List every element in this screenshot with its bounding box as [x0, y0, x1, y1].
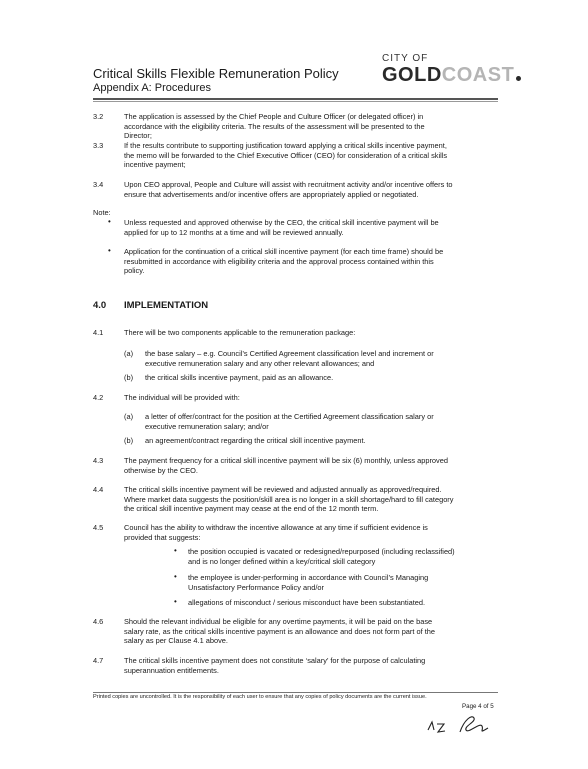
- section-heading: IMPLEMENTATION: [124, 300, 209, 311]
- clause-line: Upon CEO approval, People and Culture will assist with recruitment activity and/or incentive offers to: [124, 180, 453, 189]
- clause-line: salary as per Clause 4.1 above.: [124, 636, 228, 645]
- clause-number: 4.2: [93, 393, 104, 402]
- note-line: Unless requested and approved otherwise by the CEO, the critical skill incentive payment will be: [124, 218, 439, 227]
- note-line: policy.: [124, 266, 145, 275]
- bullet-icon: •: [174, 572, 177, 581]
- clause-number: 4.5: [93, 523, 104, 532]
- clause-line: Director;: [124, 131, 152, 140]
- city-logo: [382, 53, 515, 86]
- clause-line: otherwise by the CEO.: [124, 465, 198, 475]
- clause-line: accordance with the eligibility criteria. The results of the assessment will be presented to the: [124, 121, 425, 131]
- clause-line: The critical skills incentive payment does not constitute ‘salary’ for the purpose of calculating: [124, 656, 426, 665]
- header-rule-thin: [93, 101, 498, 102]
- logo-dot: [516, 76, 521, 81]
- clause-line: the memo will be forwarded to the Chief Executive Officer (CEO) for consideration of a critical skills: [124, 150, 448, 160]
- bullet-icon: •: [108, 217, 111, 226]
- item-line: a letter of offer/contract for the position at the Certified Agreement classification salary or: [145, 412, 434, 421]
- item-line: the base salary – e.g. Council’s Certified Agreement classification level and increment or: [145, 349, 434, 358]
- bullet-icon: •: [174, 597, 177, 606]
- section-number: 4.0: [93, 300, 107, 311]
- note-line: resubmitted in accordance with eligibility criteria and the approval process contained within this: [124, 256, 434, 266]
- clause-number: 4.3: [93, 456, 104, 465]
- item-label: (b): [124, 436, 134, 445]
- handwritten-initials: [424, 710, 524, 743]
- footer-rule: [93, 692, 498, 693]
- clause-number: 4.7: [93, 656, 104, 665]
- clause-line: Council has the ability to withdraw the incentive allowance at any time if sufficient evidence is: [124, 523, 428, 532]
- item-label: (a): [124, 412, 134, 421]
- page-number: Page 4 of 5: [462, 703, 494, 710]
- note-line: Application for the continuation of a critical skill incentive payment (for each time frame) should be: [124, 247, 444, 256]
- bullet-line: the employee is under-performing in accordance with Council’s Managing: [188, 573, 429, 582]
- clause-line: salary rate, as the critical skills incentive payment is an allowance and does not form part of the: [124, 626, 435, 636]
- item-label: (b): [124, 373, 134, 382]
- appendix-subtitle: Appendix A: Procedures: [93, 82, 212, 94]
- logo-city-of: CITY OF: [382, 53, 429, 64]
- bullet-line: allegations of misconduct / serious misconduct have been substantiated.: [188, 598, 426, 607]
- item-label: (a): [124, 349, 134, 358]
- item-line: the critical skills incentive payment, paid as an allowance.: [145, 373, 334, 382]
- clause-line: If the results contribute to supporting justification toward applying a critical skills incentive payment,: [124, 141, 447, 150]
- clause-number: 3.3: [93, 141, 104, 150]
- bullet-icon: •: [108, 246, 111, 255]
- clause-number: 4.4: [93, 485, 104, 494]
- clause-line: The payment frequency for a critical skill incentive payment will be six (6) monthly, unless approved: [124, 456, 448, 465]
- clause-line: The critical skills incentive payment will be reviewed and adjusted annually as approved/required.: [124, 485, 442, 494]
- logo-wordmark: GOLDCOAST: [382, 64, 512, 86]
- item-line: executive remuneration salary; and/or: [145, 421, 269, 431]
- clause-line: ensure that advertisements and/or incentive offers are appropriately applied or negotiated.: [124, 189, 419, 199]
- note-label: Note:: [93, 208, 111, 217]
- item-line: executive remuneration salary and any other relevant allowances; and: [145, 358, 375, 368]
- clause-number: 3.2: [93, 112, 104, 121]
- note-line: applied for up to 12 months at a time and will be reviewed annually.: [124, 227, 344, 237]
- clause-line: Should the relevant individual be eligible for any overtime payments, it will be paid on the base: [124, 617, 433, 626]
- clause-line: There will be two components applicable to the remuneration package:: [124, 328, 356, 337]
- header-rule: [93, 98, 498, 100]
- footer-disclaimer: Printed copies are uncontrolled. It is the responsibility of each user to ensure that any copies of policy documents are the current issue.: [93, 694, 427, 700]
- bullet-line: Unsatisfactory Performance Policy and/or: [188, 582, 324, 592]
- clause-number: 3.4: [93, 180, 104, 189]
- clause-number: 4.6: [93, 617, 104, 626]
- bullet-line: and is no longer defined within a key/critical skill category: [188, 556, 376, 566]
- clause-line: superannuation entitlements.: [124, 665, 219, 675]
- policy-title: Critical Skills Flexible Remuneration Policy: [93, 66, 339, 81]
- clause-number: 4.1: [93, 328, 104, 337]
- clause-line: The individual will be provided with:: [124, 393, 240, 402]
- bullet-line: the position occupied is vacated or redesigned/repurposed (including reclassified): [188, 547, 455, 556]
- bullet-icon: •: [174, 546, 177, 555]
- item-line: an agreement/contract regarding the critical skill incentive payment.: [145, 436, 366, 445]
- clause-line: the critical skill incentive payment may cease at the end of the 12 month term.: [124, 504, 379, 513]
- clause-line: provided that suggests:: [124, 532, 201, 542]
- clause-line: The application is assessed by the Chief People and Culture Officer (or delegated officer) in: [124, 112, 424, 121]
- clause-line: incentive payment;: [124, 160, 186, 169]
- clause-line: Where market data suggests the position/skill area is no longer in a skill shortage/hard to fill category: [124, 494, 454, 504]
